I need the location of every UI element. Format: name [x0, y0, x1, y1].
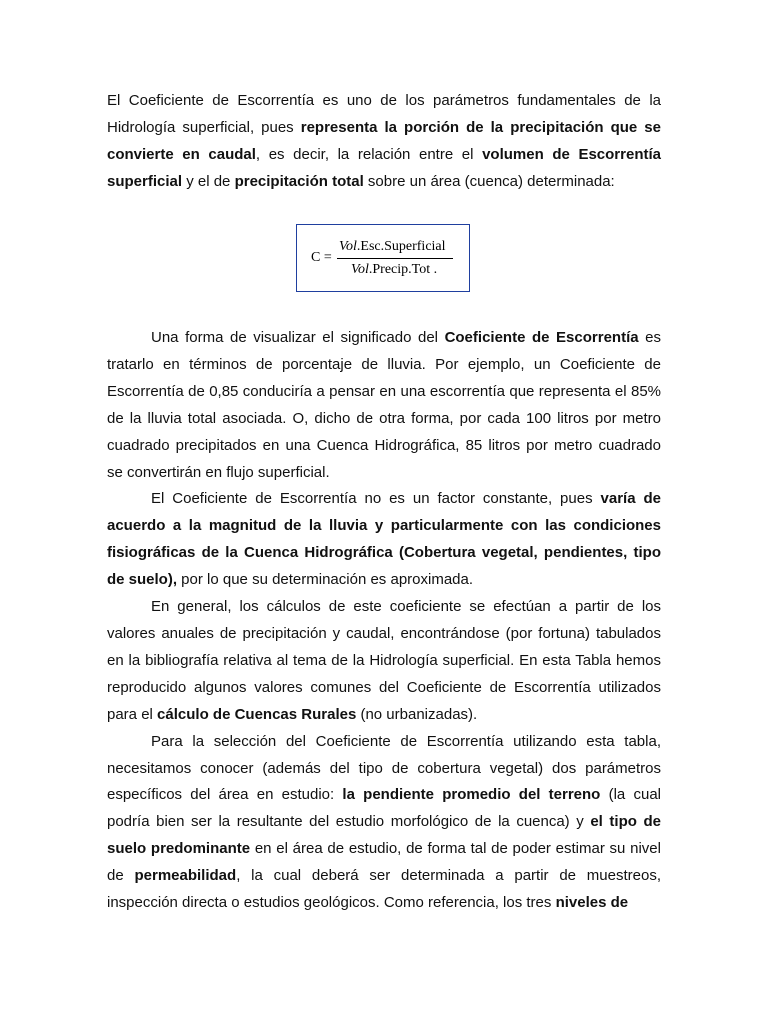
text-run: (la cual podría bien ser la resultante del estudio morfológico de la cuenca) y [107, 786, 661, 831]
bold-run: precipitación total [234, 172, 364, 190]
body-text [107, 325, 661, 917]
text-run: y el de [182, 172, 235, 190]
formula-lhs: C = [311, 250, 332, 265]
text-run: El Coeficiente de Escorrentía es uno de los parámetros fundamentales de la Hidrología superficial, pues [107, 92, 661, 136]
text-run: por lo que su determinación es aproximada. [177, 571, 474, 589]
formula-box [296, 224, 470, 292]
formula-denominator-italic: Vol [351, 262, 369, 277]
paragraph-1 [107, 88, 661, 196]
text-run: Para la selección del Coeficiente de Escorrentía utilizando esta tabla, necesitamos conocer (además del tipo de cobertura vegetal) dos parámetros específicos del área en estudio: [107, 732, 661, 804]
bold-run: varía de acuerdo a la magnitud de la lluvia y particularmente con las condiciones fisiográficas de la Cuenca Hidrográfica (Cobertura vegetal, pendientes, tipo de suelo), [107, 490, 661, 589]
bold-run: volumen de Escorrentía superficial [107, 145, 661, 190]
text-run: en el área de estudio, de forma tal de poder estimar su nivel de [107, 840, 661, 885]
bold-run: la pendiente promedio del terreno [342, 786, 601, 804]
paragraph-5 [107, 729, 661, 917]
text-run: es tratarlo en términos de porcentaje de lluvia. Por ejemplo, un Coeficiente de Escorrentía de 0,85 conduciría a pensar en una escorrentía que representa el 85% de la lluvia total asociada. O, dicho de otra forma, por cada 100 litros por metro cuadrado precipitados en una Cuenca Hidrográfica, 85 litros por metro cuadrado se convertirán en flujo superficial. [107, 329, 661, 481]
bold-run: el tipo de suelo predominante [107, 813, 661, 858]
text-run: , es decir, la relación entre el [255, 145, 483, 163]
bold-run: cálculo de Cuencas Rurales [157, 705, 357, 723]
paragraph-4 [107, 594, 661, 729]
bold-run: Coeficiente de Escorrentía [444, 329, 639, 346]
paragraph-3 [107, 486, 661, 594]
paragraph-2 [107, 325, 661, 486]
formula-numerator-rest: .Esc.Superficial [356, 239, 446, 254]
text-run: El Coeficiente de Escorrentía no es un factor constante, pues [151, 490, 601, 508]
text-run: Una forma de visualizar el significado del [151, 329, 445, 346]
bold-run: niveles de [555, 894, 629, 912]
text-run: sobre un área (cuenca) determinada: [363, 172, 615, 190]
bold-run: representa la porción de la precipitación que se convierte en caudal [107, 118, 661, 163]
text-run: (no urbanizadas). [356, 705, 478, 723]
text-run: En general, los cálculos de este coeficiente se efectúan a partir de los valores anuales de precipitación y caudal, encontrándose (por fortuna) tabulados en la bibliografía relativa al tema de la Hidrología superficial. En esta Tabla hemos reproducido algunos valores comunes del Coeficiente de Escorrentía utilizados para el [107, 598, 661, 723]
text-run: , la cual deberá ser determinada a partir de muestreos, inspección directa o estudios geológicos. Como referencia, los tres [107, 867, 661, 912]
paragraph-intro [107, 88, 661, 196]
fraction-bar [337, 258, 453, 259]
formula-numerator [339, 239, 446, 255]
runoff-coefficient-formula [311, 237, 461, 281]
bold-run: permeabilidad [134, 867, 237, 885]
formula-denominator-rest: .Precip.Tot . [368, 262, 438, 277]
formula-numerator-italic: Vol [339, 239, 357, 254]
formula-denominator [351, 262, 437, 278]
